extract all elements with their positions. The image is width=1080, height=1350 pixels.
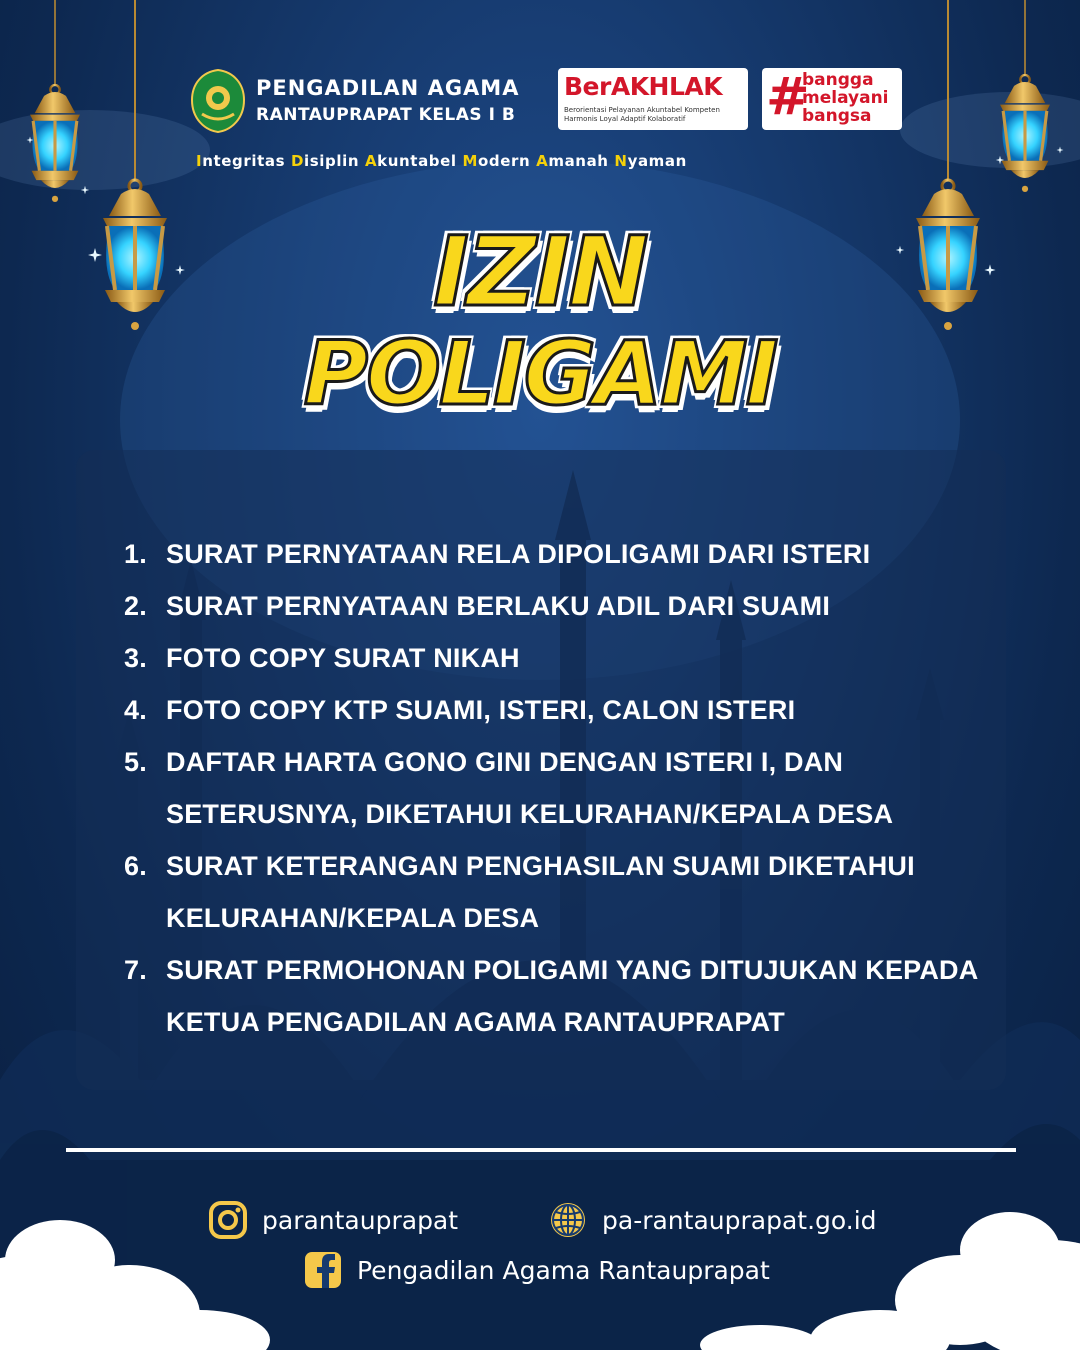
value-word: Akuntabel <box>364 152 457 170</box>
list-item <box>124 632 984 684</box>
bangga-hash: # <box>766 67 810 127</box>
list-item-text: FOTO COPY SURAT NIKAH <box>166 643 520 673</box>
instagram-handle: parantauprapat <box>262 1205 459 1235</box>
berakhlak-word: BerAKHLAK <box>564 72 723 101</box>
list-item-text: SURAT KETERANGAN PENGHASILAN SUAMI DIKETAHUI KELURAHAN/KEPALA DESA <box>166 851 915 933</box>
website-link[interactable] <box>548 1200 877 1240</box>
instagram-link[interactable] <box>208 1200 458 1240</box>
instagram-icon <box>208 1200 248 1240</box>
facebook-page: Pengadilan Agama Rantauprapat <box>357 1255 770 1285</box>
bangga-line-2: melayani <box>802 88 889 108</box>
title-line-2: POLIGAMI <box>303 322 777 425</box>
org-subtitle: RANTAUPRAPAT KELAS I B <box>256 105 516 125</box>
value-word: Amanah <box>536 152 609 170</box>
berakhlak-logo <box>558 68 748 130</box>
list-item-text: DAFTAR HARTA GONO GINI DENGAN ISTERI I, DAN SETERUSNYA, DIKETAHUI KELURAHAN/KEPALA DESA <box>166 747 894 829</box>
list-item-text: FOTO COPY KTP SUAMI, ISTERI, CALON ISTERI <box>166 695 796 725</box>
list-item-number: 7. <box>124 955 147 985</box>
court-emblem-icon <box>190 68 246 134</box>
bangga-line-3: bangsa <box>802 106 872 126</box>
footer-divider <box>66 1148 1016 1152</box>
website-url: pa-rantauprapat.go.id <box>602 1205 877 1235</box>
list-item-number: 6. <box>124 851 147 881</box>
list-item-text: SURAT PERNYATAAN RELA DIPOLIGAMI DARI ISTERI <box>166 539 871 569</box>
facebook-icon <box>303 1250 343 1290</box>
list-item-text: SURAT PERMOHONAN POLIGAMI YANG DITUJUKAN KEPADA KETUA PENGADILAN AGAMA RANTAUPRAPAT <box>166 955 978 1037</box>
value-word: Modern <box>462 152 531 170</box>
berakhlak-tagline-1: Berorientasi Pelayanan Akuntabel Kompeten <box>564 106 720 114</box>
berakhlak-tagline <box>564 106 742 124</box>
berakhlak-tagline-2: Harmonis Loyal Adaptif Kolaboratif <box>564 115 686 123</box>
page-title <box>0 216 1080 425</box>
core-values <box>196 152 687 170</box>
bangga-line-1: bangga <box>802 70 874 90</box>
list-item <box>124 944 984 1048</box>
value-word: Nyaman <box>614 152 687 170</box>
bangga-melayani-logo <box>762 68 902 130</box>
list-item-number: 3. <box>124 643 147 673</box>
list-item-number: 2. <box>124 591 147 621</box>
value-word: Disiplin <box>290 152 360 170</box>
list-item <box>124 684 984 736</box>
requirements-list <box>124 528 984 1048</box>
title-line-1: IZIN <box>433 216 647 328</box>
bangga-words <box>802 71 889 125</box>
list-item <box>124 736 984 840</box>
list-item <box>124 580 984 632</box>
value-word: Integritas <box>196 152 286 170</box>
list-item <box>124 840 984 944</box>
facebook-link[interactable] <box>303 1250 770 1290</box>
list-item-text: SURAT PERNYATAAN BERLAKU ADIL DARI SUAMI <box>166 591 831 621</box>
list-item <box>124 528 984 580</box>
globe-icon <box>548 1200 588 1240</box>
list-item-number: 4. <box>124 695 147 725</box>
org-name: PENGADILAN AGAMA <box>256 76 520 100</box>
header <box>190 68 910 178</box>
list-item-number: 5. <box>124 747 147 777</box>
list-item-number: 1. <box>124 539 147 569</box>
